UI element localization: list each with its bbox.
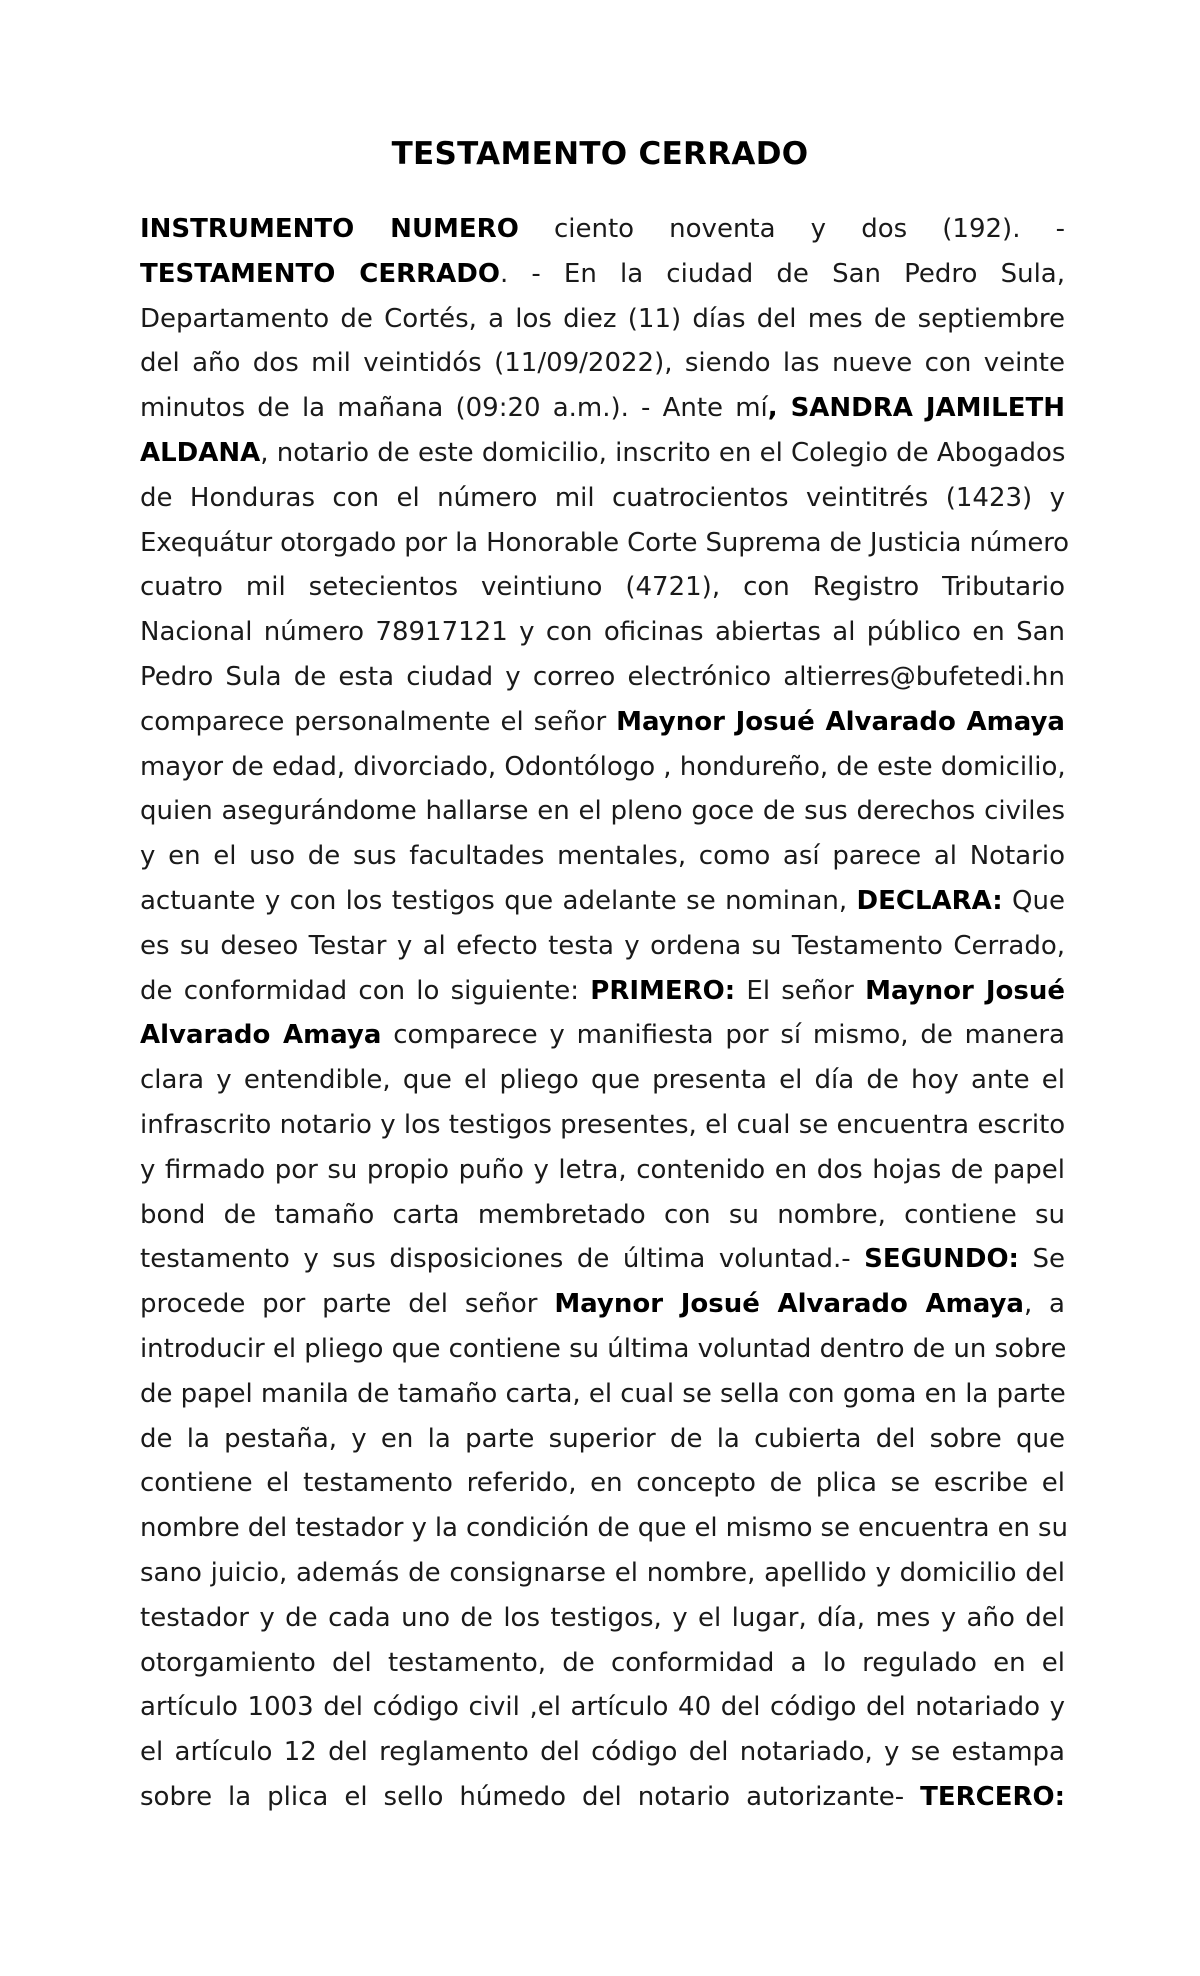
text-segment: , notario de este domicilio, inscrito en el Colegio de Abogados [260, 437, 1066, 468]
text-segment: comparece personalmente el señor [140, 706, 617, 737]
text-segment: Exequátur otorgado por la Honorable Corte Suprema de Justicia número [140, 527, 1069, 558]
bold-text-segment: , SANDRA JAMILETH [767, 393, 1065, 424]
text-segment: Se [1018, 1244, 1066, 1275]
text-line [140, 386, 1065, 431]
text-segment: y firmado por su propio puño y letra, contenido en dos hojas de papel [140, 1154, 1065, 1185]
text-segment: Pedro Sula de esta ciudad y correo electrónico altierres@bufetedi.hn [140, 661, 1065, 692]
text-segment: infrascrito notario y los testigos presentes, el cual se encuentra escrito [140, 1109, 1066, 1140]
text-line [140, 521, 1069, 566]
text-segment: de conformidad con lo siguiente: [140, 975, 591, 1006]
text-line [140, 745, 1065, 790]
bold-text-segment: PRIMERO: [590, 975, 736, 1006]
text-line [140, 1551, 1065, 1596]
text-segment: clara y entendible, que el pliego que presenta el día de hoy ante el [140, 1065, 1065, 1096]
text-segment: sobre la plica el sello húmedo del notario autorizante- [140, 1781, 921, 1812]
text-segment: el artículo 12 del reglamento del código del notariado, y se estampa [140, 1737, 1065, 1768]
text-line [140, 879, 1065, 924]
text-line [140, 1013, 1065, 1058]
text-line [140, 1417, 1065, 1462]
text-segment: introducir el pliego que contiene su última voluntad dentro de un sobre [140, 1333, 1067, 1364]
text-segment: testamento y sus disposiciones de última voluntad.- [140, 1244, 865, 1275]
text-segment: quien asegurándome hallarse en el pleno goce de sus derechos civiles [140, 796, 1065, 827]
text-segment: ciento noventa y dos (192). - [518, 214, 1065, 244]
bold-text-segment: SEGUNDO: [864, 1244, 1019, 1275]
text-segment: minutos de la mañana (09:20 a.m.). - Ante mí [140, 393, 768, 424]
text-line [140, 1237, 1065, 1282]
text-line [140, 1641, 1065, 1686]
text-segment: de papel manila de tamaño carta, el cual se sella con goma en la parte [140, 1378, 1066, 1409]
text-line [140, 341, 1065, 386]
bold-text-segment: Maynor Josué Alvarado Amaya [554, 1289, 1024, 1320]
text-line [140, 1506, 1068, 1551]
text-segment: nombre del testador y la condición de que el mismo se encuentra en su [140, 1513, 1068, 1544]
text-segment: . - En la ciudad de San Pedro Sula, [499, 258, 1065, 289]
text-line [140, 924, 1065, 969]
text-segment: artículo 1003 del código civil ,el artículo 40 del código del notariado y [140, 1692, 1065, 1723]
text-segment: de la pestaña, y en la parte superior de la cubierta del sobre que [140, 1423, 1065, 1454]
text-line [140, 1372, 1065, 1417]
text-segment: Nacional número 78917121 y con oficinas abiertas al público en San [140, 617, 1065, 648]
text-line [140, 655, 1065, 700]
text-line [140, 1193, 1065, 1238]
text-line [140, 431, 1065, 476]
text-segment: es su deseo Testar y al efecto testa y ordena su Testamento Cerrado, [140, 930, 1065, 961]
text-line [140, 207, 1065, 252]
text-line [140, 969, 1065, 1014]
text-segment: Que [1002, 885, 1065, 916]
text-segment: El señor [735, 975, 866, 1006]
text-line [140, 789, 1065, 834]
text-segment: otorgamiento del testamento, de conformidad a lo regulado en el [140, 1647, 1065, 1678]
text-segment: bond de tamaño carta membretado con su nombre, contiene su [140, 1199, 1065, 1230]
text-line [140, 610, 1065, 655]
text-line [140, 1148, 1065, 1193]
bold-text-segment: ALDANA [140, 437, 261, 468]
text-segment: del año dos mil veintidós (11/09/2022), siendo las nueve con veinte [140, 348, 1065, 379]
text-line [140, 1775, 1065, 1820]
bold-text-segment: INSTRUMENTO NUMERO [140, 214, 519, 244]
bold-text-segment: TERCERO: [920, 1781, 1065, 1812]
text-segment: cuatro mil setecientos veintiuno (4721), con Registro Tributario [140, 572, 1065, 603]
document-title: TESTAMENTO CERRADO [391, 136, 809, 172]
text-segment: actuante y con los testigos que adelante se nominan, [140, 885, 857, 916]
bold-text-segment: Maynor Josué [865, 975, 1066, 1006]
text-line [140, 1461, 1065, 1506]
text-line [140, 476, 1065, 521]
bold-text-segment: TESTAMENTO CERRADO [140, 258, 500, 289]
text-segment: de Honduras con el número mil cuatrocientos veintitrés (1423) y [140, 482, 1065, 513]
text-line [140, 1685, 1065, 1730]
bold-text-segment: Alvarado Amaya [140, 1020, 382, 1051]
text-segment: contiene el testamento referido, en concepto de plica se escribe el [140, 1468, 1065, 1499]
bold-text-segment: DECLARA: [856, 885, 1003, 916]
text-line [140, 700, 1065, 745]
text-line [140, 834, 1065, 879]
text-line [140, 252, 1065, 297]
text-line [140, 565, 1065, 610]
text-segment: mayor de edad, divorciado, Odontólogo , hondureño, de este domicilio, [140, 751, 1066, 782]
text-segment: comparece y manifiesta por sí mismo, de manera [381, 1020, 1065, 1051]
text-segment: y en el uso de sus facultades mentales, como así parece al Notario [140, 841, 1065, 872]
text-segment: procede por parte del señor [140, 1289, 555, 1320]
text-line [140, 1730, 1065, 1775]
text-segment: testador y de cada uno de los testigos, y el lugar, día, mes y año del [140, 1602, 1065, 1633]
document-body [140, 207, 1069, 1820]
text-line [140, 1103, 1065, 1148]
text-segment: , a [1023, 1289, 1065, 1320]
bold-text-segment: Maynor Josué Alvarado Amaya [616, 706, 1065, 737]
text-segment: sano juicio, además de consignarse el nombre, apellido y domicilio del [140, 1557, 1065, 1588]
text-line [140, 1282, 1065, 1327]
text-segment: Departamento de Cortés, a los diez (11) días del mes de septiembre [140, 303, 1065, 334]
text-line [140, 297, 1065, 342]
text-line [140, 1327, 1065, 1372]
text-line [140, 1596, 1065, 1641]
text-line [140, 1058, 1065, 1103]
